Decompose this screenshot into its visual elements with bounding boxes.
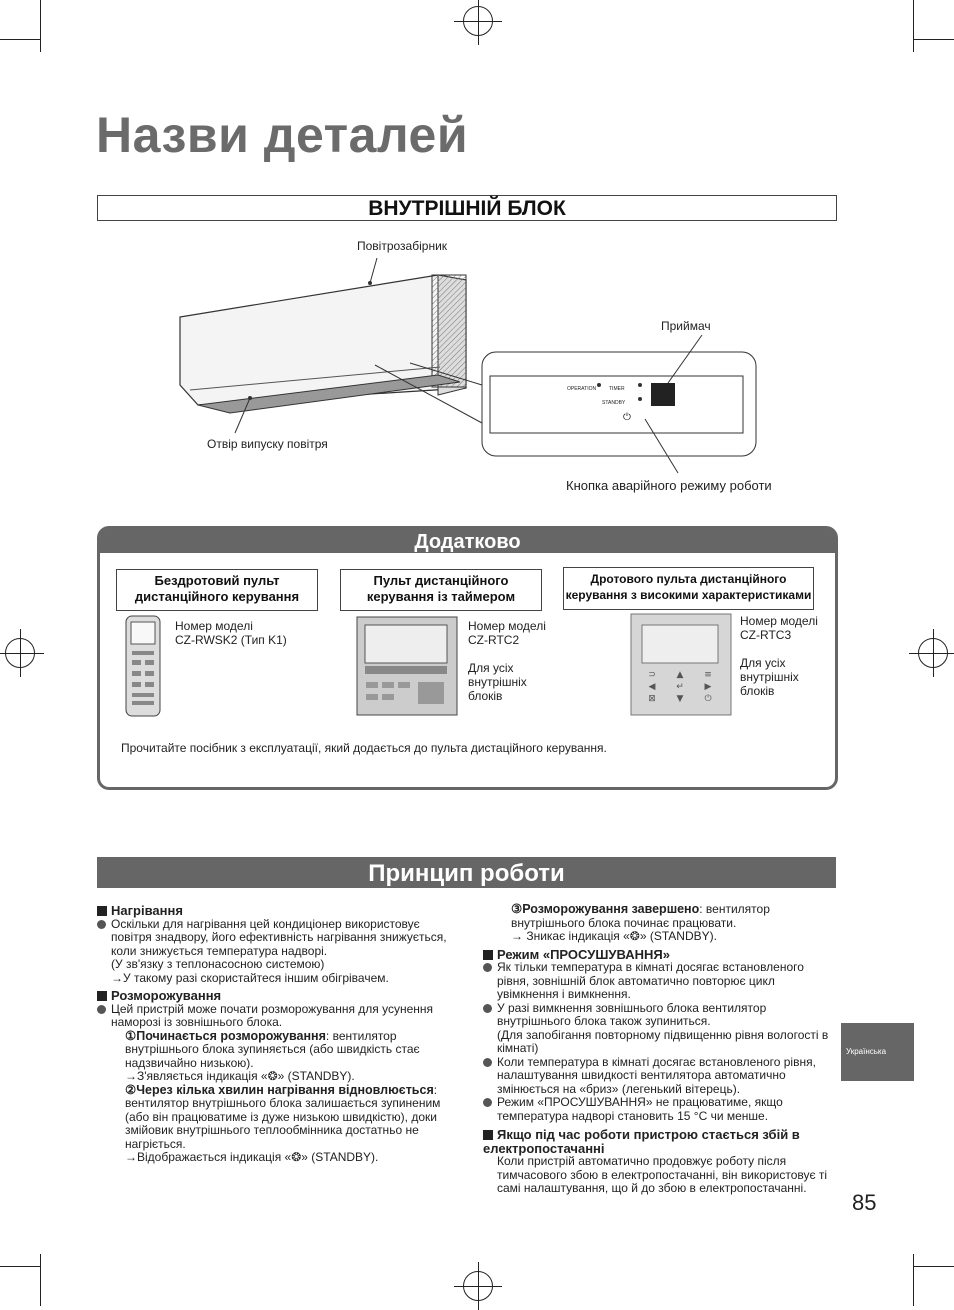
defrost-text: Цей пристрій може почати розморожування для усунення наморозі із зовнішнього блока.: [111, 1001, 434, 1029]
crop-mark: [0, 39, 40, 40]
bullet-icon: [483, 1098, 492, 1107]
heating-title: Нагрівання: [111, 903, 183, 918]
svg-text:▶: ▶: [704, 682, 712, 692]
svg-text:⏻: ⏻: [704, 694, 712, 704]
air-intake-label: Повітрозабірник: [357, 239, 448, 253]
dry-bullet: У разі вимкнення зовнішнього блока вентилятор внутрішнього блока також зупиниться.: [497, 1000, 767, 1028]
heating-note: →У такому разі скористайтеся іншим обігрівачем.: [111, 970, 389, 985]
wireless-remote-image: [125, 615, 161, 717]
square-bullet-icon: [483, 950, 493, 960]
crop-mark: [40, 0, 41, 52]
svg-text:≡: ≡: [704, 670, 712, 680]
model-note: Для усіх внутрішніх блоків: [468, 661, 527, 703]
bullet-icon: [483, 1004, 492, 1013]
operation-indicator-label: OPERATION: [567, 386, 597, 392]
model-number: CZ-RWSK2 (Тип K1): [175, 633, 287, 647]
page-number: 85: [852, 1190, 877, 1215]
model-number: CZ-RTC3: [740, 628, 792, 642]
registration-mark: [918, 638, 948, 668]
crop-mark: [913, 1254, 914, 1306]
bullet-icon: [483, 1058, 492, 1067]
extra-item-title: Бездротовий пульт дистанційного керування: [116, 569, 318, 611]
defrost-step-title: ③Розморожування завершено: [511, 902, 700, 916]
power-fail-text: Коли пристрій автоматично продовжує роботу після тимчасового збою в електропостачанні, він використовує ті самі налаштування, що й до збою в електропостачанні.: [497, 1154, 828, 1195]
defrost-step-title: ①Починається розморожування: [125, 1028, 326, 1043]
defrost-step-title: ②Через кілька хвилин нагрівання відновлюється: [125, 1082, 434, 1097]
svg-text:▲: ▲: [676, 670, 684, 680]
model-label: Номер моделі: [175, 619, 253, 633]
bullet-icon: [97, 1005, 106, 1014]
svg-text:⊠: ⊠: [648, 694, 656, 704]
model-label: Номер моделі: [468, 619, 546, 633]
registration-mark: [463, 6, 493, 36]
air-outlet-label: Отвір випуску повітря: [207, 437, 328, 451]
dry-bullet: Як тільки температура в кімнаті досягає встановленого рівня, зовнішній блок автоматично повторює цикл увімкнення і вимкнення.: [497, 960, 804, 1001]
left-column: [97, 904, 457, 1165]
receiver-label: Приймач: [661, 319, 711, 333]
crop-mark: [914, 1266, 954, 1267]
dry-bullet: Коли температура в кімнаті досягає встановленого рівня, налаштування швидкості вентилятора автоматично змінюється на «бриз» (легенький вітерець).: [497, 1054, 816, 1096]
standby-indicator-label: STANDBY: [602, 400, 626, 406]
right-column: [483, 903, 839, 1196]
defrost-step-result: → Зникає індикація «❂» (STANDBY).: [511, 929, 717, 943]
square-bullet-icon: [97, 991, 107, 1001]
language-tab: Українська: [841, 1023, 914, 1081]
model-note: Для усіх внутрішніх блоків: [740, 656, 799, 698]
registration-mark: [5, 638, 35, 668]
power-fail-title: Якщо під час роботи пристрою стається збій в електропостачанні: [483, 1127, 800, 1156]
timer-indicator-label: TIMER: [609, 386, 625, 392]
defrost-step-result: →Відображається індикація «❂» (STANDBY).: [125, 1150, 379, 1164]
wired-remote-image: [630, 613, 732, 716]
timer-remote-image: [356, 616, 458, 716]
page-title: Назви деталей: [96, 107, 469, 163]
crop-mark: [913, 0, 914, 52]
principle-heading: Принцип роботи: [97, 857, 836, 888]
svg-text:↵: ↵: [676, 682, 684, 692]
svg-text:⊃: ⊃: [648, 670, 656, 680]
model-label: Номер моделі: [740, 614, 818, 628]
crop-mark: [0, 1266, 40, 1267]
indoor-unit-heading: ВНУТРІШНІЙ БЛОК: [97, 195, 837, 221]
defrost-step-text: : вентилятор внутрішнього блока зупиняється (або швидкість стає надзвичайно низькою).: [125, 1028, 420, 1070]
dry-bullet: Режим «ПРОСУШУВАННЯ» не працюватиме, якщо температура надворі становить 15 °C чи менше.: [497, 1095, 783, 1123]
heating-note: (У зв'язку з теплонасосною системою): [111, 957, 325, 971]
power-icon: ⏻: [623, 412, 631, 423]
crop-mark: [40, 1254, 41, 1306]
emergency-button-label: Кнопка аварійного режиму роботи: [566, 478, 772, 493]
heating-text: Оскільки для нагрівання цей кондиціонер використовує повітря знадвору, його ефективність нагрівання знижується, коли знижується температура надворі.: [111, 916, 447, 958]
extra-heading: Додатково: [100, 529, 835, 553]
bullet-icon: [483, 963, 492, 972]
bullet-icon: [97, 920, 106, 929]
registration-mark: [463, 1271, 493, 1301]
extra-item-title: Дротового пульта дистанційного керування з високими характеристиками: [563, 567, 814, 610]
svg-text:▼: ▼: [676, 694, 684, 704]
extra-footnote: Прочитайте посібник з експлуатації, який додається до пульта дистаційного керування.: [121, 741, 607, 755]
svg-text:◀: ◀: [648, 682, 656, 692]
defrost-title: Розморожування: [111, 988, 222, 1003]
defrost-step-text: : вентилятор внутрішнього блока починає працювати.: [511, 902, 770, 930]
dry-bullet-note: (Для запобігання повторному підвищенню рівня вологості в кімнаті): [497, 1027, 829, 1055]
extra-item-title: Пульт дистанційного керування із таймером: [340, 569, 542, 611]
defrost-step-text: : вентилятор внутрішнього блока залишається зупиненим (або він працюватиме із дуже низькою швидкістю), доки змійовик внутрішнього теплообмінника достатньо не нагріється.: [125, 1082, 441, 1151]
square-bullet-icon: [483, 1130, 493, 1140]
crop-mark: [914, 39, 954, 40]
dry-title: Режим «ПРОСУШУВАННЯ»: [497, 946, 670, 962]
defrost-step-result: →З'являється індикація «❂» (STANDBY).: [125, 1069, 355, 1083]
model-number: CZ-RTC2: [468, 633, 520, 647]
square-bullet-icon: [97, 906, 107, 916]
